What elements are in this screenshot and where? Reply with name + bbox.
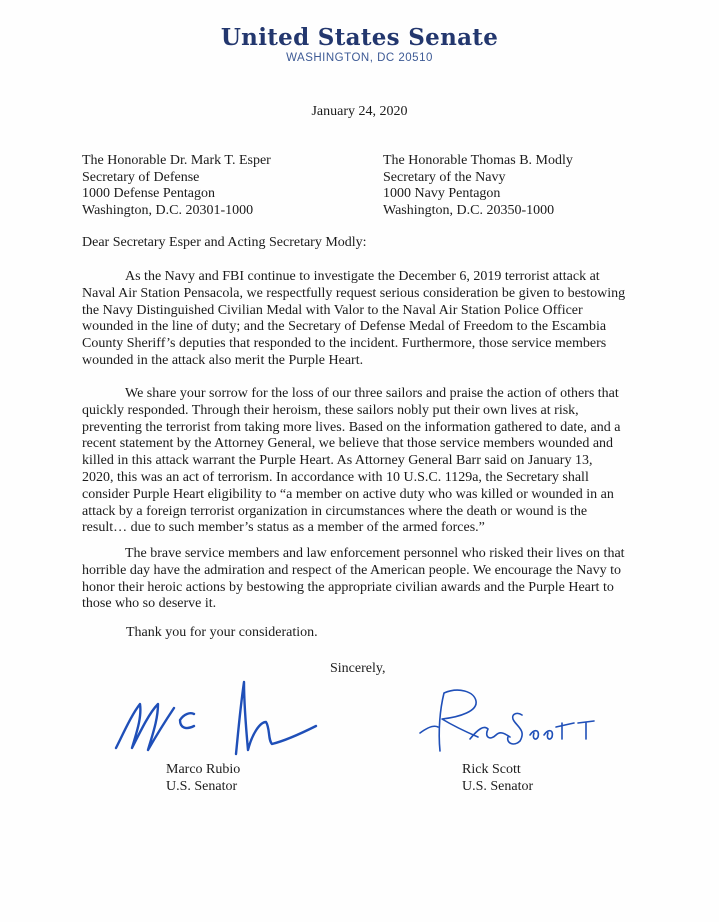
paragraph-line: wounded in the attack also merit the Purple Heart. [82, 352, 364, 368]
recipient-address-modly [383, 153, 573, 219]
rubio-signature [110, 678, 335, 760]
signer-name: Marco Rubio [166, 762, 241, 777]
closing: Sincerely, [330, 661, 386, 676]
signer-rubio [166, 762, 240, 795]
paragraph-line: wounded in the line of duty; and the Secretary of Defense Medal of Freedom to the Escambia [82, 319, 607, 335]
paragraph-line: consider Purple Heart eligibility to “a member on active duty who was killed or wounded in an [82, 486, 614, 502]
paragraph-line: We share your sorrow for the loss of our three sailors and praise the action of others that [125, 386, 619, 401]
paragraph-line: quickly responded. Through their heroism, these sailors nobly put their own lives at risk, [82, 402, 579, 418]
paragraph-line: attack by a foreign terrorist organization in circumstances where the death or wound is the [82, 503, 588, 519]
scott-signature-strokes [420, 690, 594, 751]
paragraph-line: County Sheriff’s deputies that responded to the incident. Furthermore, those service members [82, 336, 607, 352]
signer-title: U.S. Senator [462, 778, 534, 794]
paragraph-line: preventing the terrorist from taking more lives. Based on the information gathered to date, and a [82, 419, 621, 435]
address-line: 1000 Defense Pentagon [82, 186, 215, 201]
paragraph-line: killed in this attack warrant the Purple Heart. As Attorney General Barr said on January 13, [82, 453, 593, 469]
letterhead [0, 24, 719, 64]
address-line: Washington, D.C. 20301-1000 [82, 202, 254, 218]
rubio-signature-strokes [116, 682, 316, 754]
paragraph-line: honor their heroic actions by bestowing the appropriate civilian awards and the Purple Heart to [82, 579, 614, 595]
letter-date: January 24, 2020 [311, 104, 408, 119]
letterhead-title: United States Senate [220, 24, 499, 51]
address-line: The Honorable Dr. Mark T. Esper [82, 153, 271, 168]
scott-signature [418, 685, 598, 757]
paragraph-line: recent statement by the Attorney General, we believe that those service members wounded and [82, 436, 614, 452]
thanks-line: Thank you for your consideration. [126, 625, 318, 640]
body-paragraph-2 [82, 386, 642, 537]
recipient-address-esper [82, 153, 271, 219]
paragraph-line: those who so deserve it. [82, 596, 217, 612]
paragraph-line: Naval Air Station Pensacola, we respectfully request serious consideration be given to bestowing [82, 285, 626, 301]
paragraph-line: As the Navy and FBI continue to investigate the December 6, 2019 terrorist attack at [125, 269, 600, 284]
address-line: Secretary of the Navy [383, 169, 506, 185]
letterhead-address: WASHINGTON, DC 20510 [286, 52, 433, 64]
address-line: Washington, D.C. 20350-1000 [383, 202, 555, 218]
body-paragraph-1 [82, 269, 642, 370]
address-line: The Honorable Thomas B. Modly [383, 153, 573, 168]
signer-scott [462, 762, 533, 795]
address-line: Secretary of Defense [82, 169, 200, 185]
signer-name: Rick Scott [462, 762, 521, 777]
paragraph-line: the Navy Distinguished Civilian Medal with Valor to the Naval Air Station Police Officer [82, 302, 583, 318]
signer-title: U.S. Senator [166, 778, 238, 794]
paragraph-line: result… due to such member’s status as a member of the armed forces.” [82, 520, 485, 536]
paragraph-line: The brave service members and law enforcement personnel who risked their lives on that [125, 546, 625, 561]
paragraph-line: horrible day have the admiration and respect of the American people. We encourage the Navy to [82, 562, 621, 578]
salutation: Dear Secretary Esper and Acting Secretary Modly: [82, 235, 367, 250]
body-paragraph-3 [82, 546, 642, 613]
paragraph-line: 2020, this was an act of terrorism. In accordance with 10 U.S.C. 1129a, the Secretary shall [82, 469, 589, 485]
address-line: 1000 Navy Pentagon [383, 186, 501, 201]
